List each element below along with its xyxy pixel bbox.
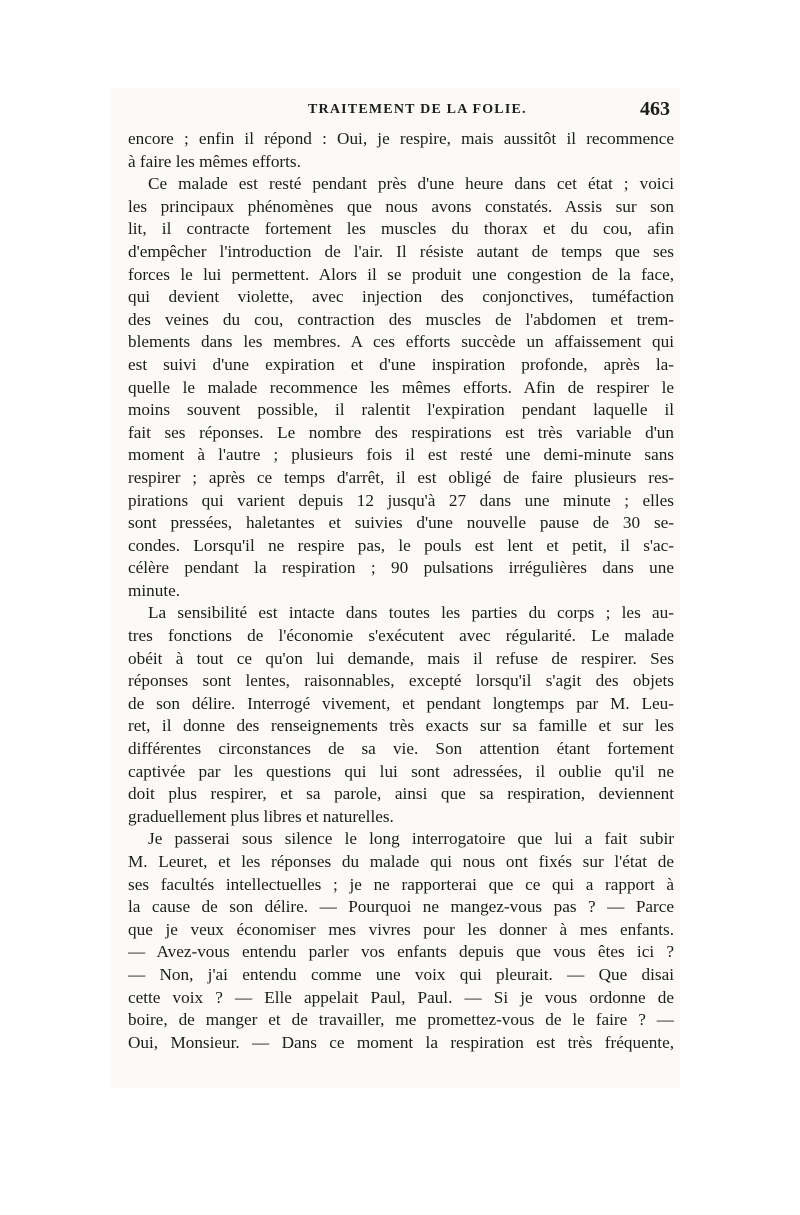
text-line: minute. [128, 580, 181, 600]
text-line: moment à l'autre ; plusieurs fois il est resté une demi-minute sans [128, 445, 674, 465]
text-line: blements dans les membres. A ces efforts succède un affaissement qui [128, 332, 674, 352]
text-line: — Avez-vous entendu parler vos enfants depuis que vous êtes ici ? [128, 942, 674, 962]
text-line: boire, de manger et de travailler, me promettez-vous de le faire ? — [128, 1010, 674, 1030]
text-line: Oui, Monsieur. — Dans ce moment la respiration est très fréquente, [128, 1032, 674, 1052]
text-line: graduellement plus libres et naturelles. [128, 806, 394, 826]
text-line: cette voix ? — Elle appelait Paul, Paul. — Si je vous ordonne de [128, 987, 674, 1007]
text-line: forces le lui permettent. Alors il se produit une congestion de la face, [128, 264, 674, 284]
text-line: doit plus respirer, et sa parole, ainsi que sa respiration, deviennent [128, 784, 674, 804]
text-line: Ce malade est resté pendant près d'une heure dans cet état ; voici [148, 174, 674, 194]
page-number: 463 [640, 98, 670, 120]
text-line: à faire les mêmes efforts. [128, 151, 301, 171]
text-line: moins souvent possible, il ralentit l'expiration pendant laquelle il [128, 400, 674, 420]
text-line: pirations qui varient depuis 12 jusqu'à 27 dans une minute ; elles [128, 490, 674, 510]
text-line: Je passerai sous silence le long interrogatoire que lui a fait subir [148, 829, 674, 849]
text-line: encore ; enfin il répond : Oui, je respire, mais aussitôt il recommence [128, 129, 674, 148]
text-line: obéit à tout ce qu'on lui demande, mais il refuse de respirer. Ses [128, 648, 674, 668]
text-line: quelle le malade recommence les mêmes efforts. Afin de respirer le [128, 377, 674, 397]
text-line: des veines du cou, contraction des muscles de l'abdomen et trem- [128, 309, 674, 329]
text-line: qui devient violette, avec injection des conjonctives, tuméfaction [128, 287, 674, 307]
text-line: est suivi d'une expiration et d'une inspiration profonde, après la- [128, 354, 674, 374]
text-line: condes. Lorsqu'il ne respire pas, le pouls est lent et petit, il s'ac- [128, 535, 674, 555]
text-line: fait ses réponses. Le nombre des respirations est très variable d'un [128, 422, 674, 442]
text-line: célère pendant la respiration ; 90 pulsations irrégulières dans une [128, 558, 674, 578]
text-line: que je veux économiser mes vivres pour les donner à mes enfants. [128, 919, 674, 939]
text-line: différentes circonstances de sa vie. Son attention étant fortement [128, 739, 674, 759]
text-line: réponses sont lentes, raisonnables, excepté lorsqu'il s'agit des objets [128, 671, 674, 691]
text-line: respirer ; après ce temps d'arrêt, il est obligé de faire plusieurs res- [128, 467, 674, 487]
text-line: ret, il donne des renseignements très exacts sur sa famille et sur les [128, 716, 674, 736]
text-line: les principaux phénomènes que nous avons constatés. Assis sur son [128, 196, 674, 216]
text-line: lit, il contracte fortement les muscles du thorax et du cou, afin [128, 219, 674, 239]
text-line: ses facultés intellectuelles ; je ne rapporterai que ce qui a rapport à [128, 874, 674, 894]
text-line: La sensibilité est intacte dans toutes les parties du corps ; les au- [148, 603, 674, 623]
text-line: captivée par les questions qui lui sont adressées, il oublie qu'il ne [128, 761, 674, 781]
text-line: tres fonctions de l'économie s'exécutent avec régularité. Le malade [128, 626, 674, 646]
text-line: — Non, j'ai entendu comme une voix qui pleurait. — Que disai [128, 964, 674, 984]
text-line: la cause de son délire. — Pourquoi ne mangez-vous pas ? — Parce [128, 897, 674, 917]
running-header [118, 98, 674, 128]
text-line: M. Leuret, et les réponses du malade qui nous ont fixés sur l'état de [128, 852, 674, 871]
text-line: d'empêcher l'introduction de l'air. Il résiste autant de temps que ses [128, 241, 674, 261]
text-line: de son délire. Interrogé vivement, et pendant longtemps par M. Leu- [128, 693, 674, 713]
body-text [128, 128, 674, 1054]
text-line: sont pressées, haletantes et suivies d'une nouvelle pause de 30 se- [128, 513, 674, 533]
running-title: TRAITEMENT DE LA FOLIE. [308, 102, 527, 117]
